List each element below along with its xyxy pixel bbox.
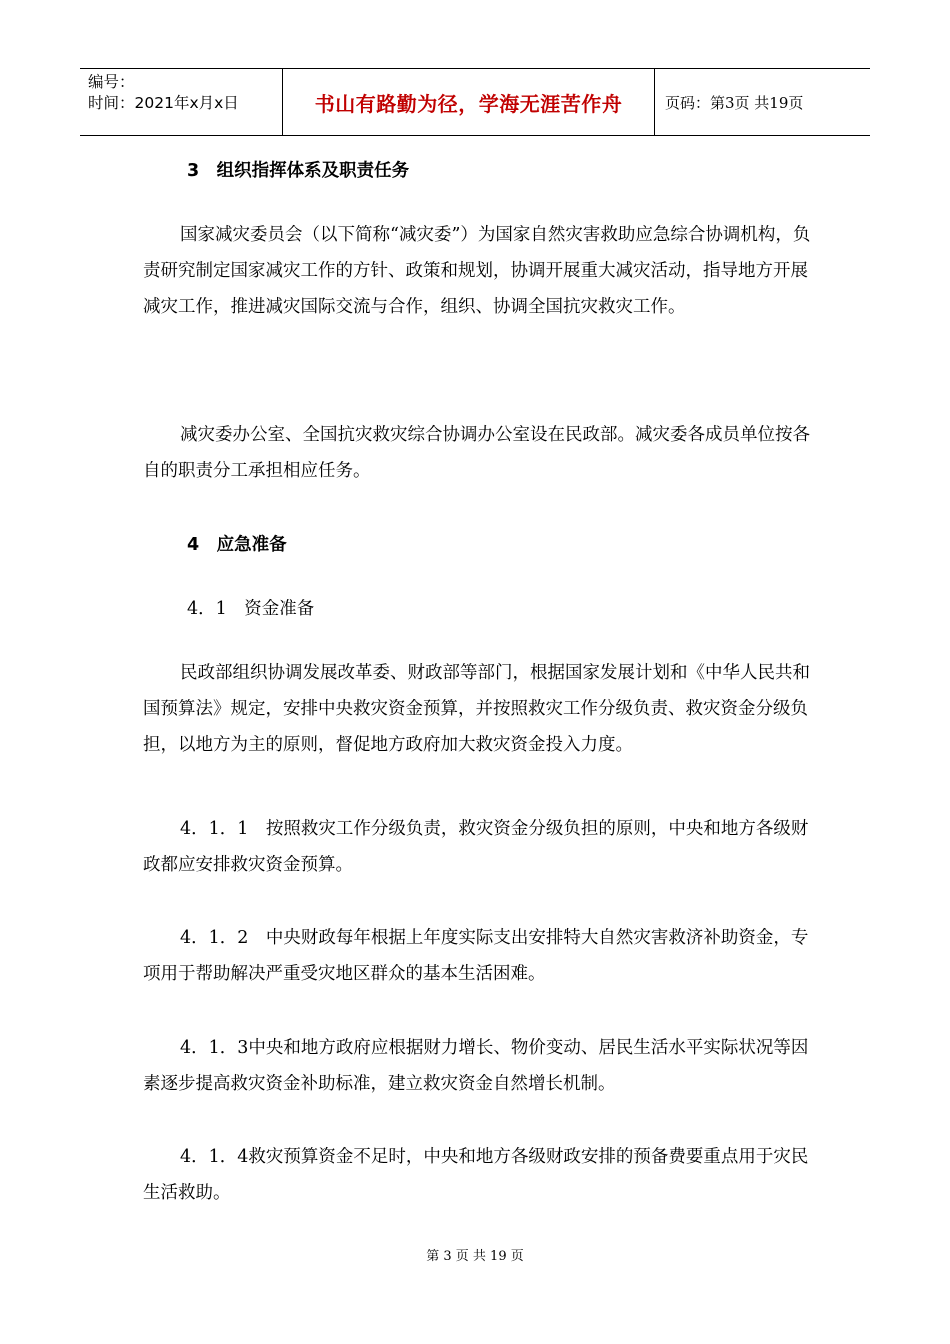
section-3-heading: 3 组织指挥体系及职责任务 [187, 161, 410, 181]
section-4-1-heading: 4．1 资金准备 [187, 599, 315, 619]
header-motto: 书山有路勤为径，学海无涯苦作舟 [282, 69, 655, 135]
paragraph-4-1-3: 4．1．3中央和地方政府应根据财力增长、物价变动、居民生活水平实际状况等因素逐步提高救灾资金补助标准，建立救灾资金自然增长机制。 [143, 1038, 809, 1094]
section-4-heading: 4 应急准备 [187, 535, 287, 555]
document-number-label: 编号： [88, 73, 135, 91]
header-page-info: 页码：第3页 共19页 [665, 93, 804, 112]
header-table [80, 68, 870, 136]
paragraph-2: 减灾委办公室、全国抗灾救灾综合协调办公室设在民政部。减灾委各成员单位按各自的职责分工承担相应任务。 [143, 425, 810, 481]
paragraph-4-1-1: 4．1．1 按照救灾工作分级负责，救灾资金分级负担的原则，中央和地方各级财政都应安排救灾资金预算。 [143, 819, 809, 875]
paragraph-4-1-2: 4．1．2 中央财政每年根据上年度实际支出安排特大自然灾害救济补助资金，专项用于帮助解决严重受灾地区群众的基本生活困难。 [143, 928, 809, 984]
page-footer: 第 3 页 共 19 页 [426, 1249, 524, 1264]
document-time-label: 时间：2021年x月x日 [88, 94, 239, 112]
paragraph-4-1-4: 4．1．4救灾预算资金不足时，中央和地方各级财政安排的预备费要重点用于灾民生活救助。 [143, 1147, 809, 1203]
paragraph-1: 国家减灾委员会（以下简称“减灾委”）为国家自然灾害救助应急综合协调机构，负责研究制定国家减灾工作的方针、政策和规划，协调开展重大减灾活动，指导地方开展减灾工作，推进减灾国际交流与合作，组织、协调全国抗灾救灾工作。 [143, 225, 811, 317]
paragraph-3: 民政部组织协调发展改革委、财政部等部门，根据国家发展计划和《中华人民共和国预算法》规定，安排中央救灾资金预算，并按照救灾工作分级负责、救灾资金分级负担，以地方为主的原则，督促地方政府加大救灾资金投入力度。 [143, 663, 810, 755]
header-left-cell [80, 69, 282, 135]
